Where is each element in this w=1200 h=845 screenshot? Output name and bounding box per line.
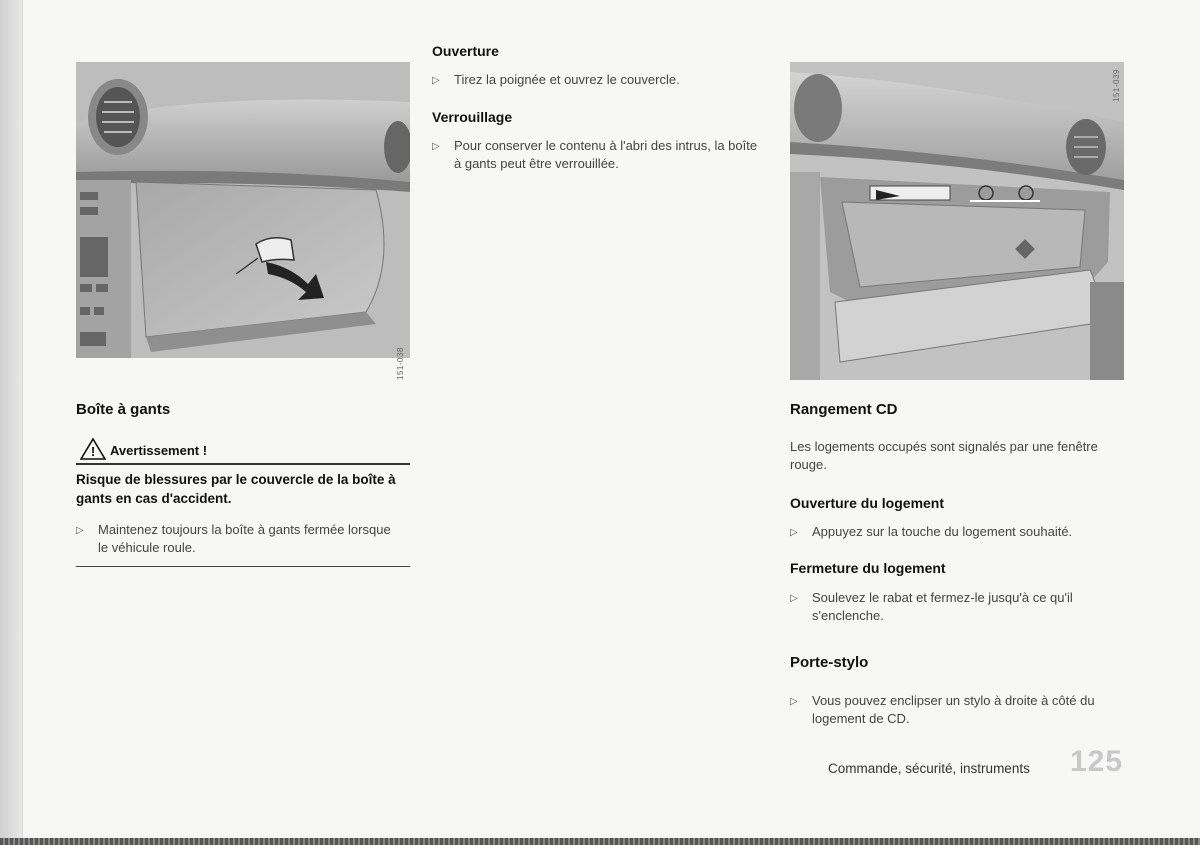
bullet-arrow-icon: ▷ — [432, 141, 440, 152]
warning-instruction: ▷ Maintenez toujours la boîte à gants fermée lorsque le véhicule roule. — [76, 522, 391, 555]
slot-close-title: Fermeture du logement — [790, 560, 946, 576]
locking-title: Verrouillage — [432, 109, 513, 125]
figure-code-right: 151-039 — [1112, 69, 1121, 102]
locking-instruction: ▷ Pour conserver le contenu à l'abri des intrus, la boîte à gants peut être verrouillée. — [432, 138, 758, 171]
slot-open-title: Ouverture du logement — [790, 495, 945, 511]
cd-storage-title: Rangement CD — [790, 401, 898, 418]
opening-instruction: ▷ Tirez la poignée et ouvrez le couvercle. — [432, 71, 762, 89]
chapter-footer: Commande, sécurité, instruments — [828, 761, 1030, 776]
bullet-arrow-icon: ▷ — [76, 525, 84, 536]
svg-text:!: ! — [90, 444, 96, 459]
bullet-arrow-icon: ▷ — [432, 75, 440, 86]
pen-holder-instruction: ▷ Vous pouvez enclipser un stylo à droite à côté du logement de CD. — [790, 693, 1095, 726]
glovebox-title: Boîte à gants — [76, 401, 171, 418]
figure-code-left: 151-038 — [396, 347, 405, 380]
glovebox-closed-illustration — [76, 62, 410, 358]
warning-end-rule — [76, 566, 410, 567]
slot-close-instruction: ▷ Soulevez le rabat et fermez-le jusqu'à ce qu'il s'enclenche. — [790, 590, 1073, 623]
slot-open-instruction: ▷ Appuyez sur la touche du logement souhaité. — [790, 523, 1130, 541]
warning-header — [76, 437, 410, 465]
warning-label: Avertissement ! — [110, 443, 208, 458]
cd-storage-text: Les logements occupés sont signalés par une fenêtre rouge. — [790, 439, 1098, 472]
page-binding — [0, 0, 22, 838]
warning-triangle-icon — [80, 438, 106, 460]
pen-holder-title: Porte-stylo — [790, 654, 869, 671]
warning-text: Risque de blessures par le couvercle de la boîte à gants en cas d'accident. — [76, 472, 396, 506]
opening-title: Ouverture — [432, 43, 499, 59]
glovebox-open-illustration — [790, 62, 1124, 380]
bullet-arrow-icon: ▷ — [790, 696, 798, 707]
page-bottom-edge — [0, 838, 1200, 845]
bullet-arrow-icon: ▷ — [790, 527, 798, 538]
page-number: 125 — [1070, 745, 1124, 778]
bullet-arrow-icon: ▷ — [790, 593, 798, 604]
